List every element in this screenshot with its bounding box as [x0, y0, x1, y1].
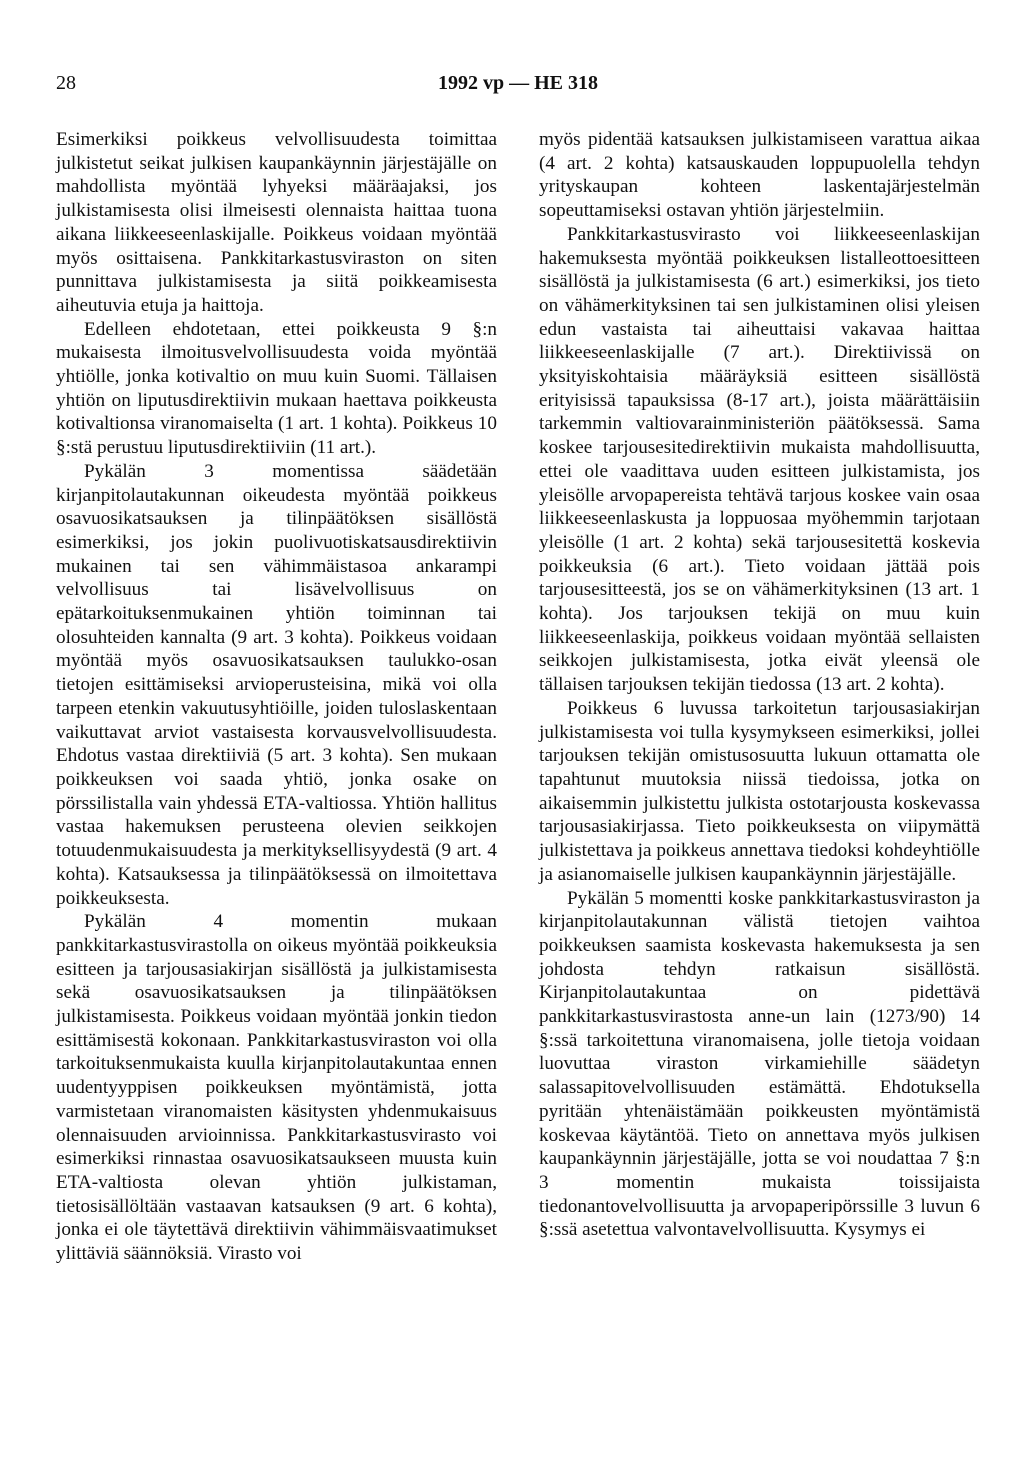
left-column [56, 128, 497, 1266]
paragraph: Esimerkiksi poikkeus velvollisuudesta toimittaa julkistetut seikat julkisen kaupankäynnin järjestäjälle on mahdollista myöntää lyhyeksi määräajaksi, jos julkistamisesta olisi ilmeisesti olennaista haittaa tuona aikana liikkeeseenlaskijalle. Poikkeus voidaan myöntää myös osittaisena. Pankkitarkastusviraston on siten punnittava julkistamisesta ja siitä poikkeamisesta aiheutuvia etuja ja haittoja. [56, 129, 497, 316]
page-number: 28 [56, 72, 76, 94]
paragraph: Edelleen ehdotetaan, ettei poikkeusta 9 §:n mukaisesta ilmoitusvelvollisuudesta voida myöntää yhtiölle, jonka kotivaltio on muu kuin Suomi. Tällaisen yhtiön on liputusdirektiivin mukaan haettava poikkeusta kotivaltionsa viranomaiselta (1 art. 1 kohta). Poikkeus 10 §:stä perustuu liputusdirektiiviin (11 art.). [56, 318, 497, 459]
paragraph: Pankkitarkastusvirasto voi liikkeeseenlaskijan hakemuksesta myöntää poikkeuksen listalleottoesitteen sisällöstä ja julkistamisesta (6 art.) esimerkiksi, jos tieto on vähämerkityksinen tai sen julkistaminen olisi yleisen edun vastaista tai aiheuttaisi vakavaa haittaa liikkeeseenlaskijalle (7 art.). Direktiivissä on yksityiskohtaisia määräyksiä esitteen sisällöstä erityisissä tapauksissa (8-17 art.), joista määrättäisiin tarkemmin valtiovarainministeriön päätöksessä. Sama koskee tarjousesitedirektiivin mukaista mahdollisuutta, ettei ole vaadittava uuden esitteen julkistamista, jos yleisölle arvopapereista tehtävä tarjous koskee vain osaa liikkeeseenlaskusta ja loppuosaa myöhemmin tarjotaan yleisölle (1 art. 2 kohta) sekä tarjousesitettä koskevia poikkeuksia (6 art.). Tieto voidaan jättää pois tarjousesitteestä, jos se on vähämerkityksinen (13 art. 1 kohta). Jos tarjouksen tekijä on muu kuin liikkeeseenlaskija, poikkeus voidaan myöntää sellaisten seikkojen julkistamisesta, jotka eivät yleensä ole tällaisen tarjouksen tekijän tiedossa (13 art. 2 kohta). [539, 223, 980, 696]
right-column [539, 128, 980, 1266]
paragraph: Poikkeus 6 luvussa tarkoitetun tarjousasiakirjan julkistamisesta voi tulla kysymykseen esimerkiksi, jollei tarjouksen tekijän omistusosuutta lukuun ottamatta ole tapahtunut muutoksia niissä tiedoissa, jotka on aikaisemmin julkistettu julkista ostotarjousta koskevassa tarjousasiakirjassa. Tieto poikkeuksesta on viipymättä julkistettava ja poikkeus annettava tiedoksi kohdeyhtiölle ja asianomaiselle julkisen kaupankäynnin järjestäjälle. [539, 697, 980, 885]
paragraph: myös pidentää katsauksen julkistamiseen varattua aikaa (4 art. 2 kohta) katsauskauden loppupuolella tehdyn yrityskaupan kohteen laskentajärjestelmän sopeuttamiseksi ostavan yhtiön järjestelmiin. [539, 129, 980, 222]
running-head: 1992 vp — HE 318 [437, 72, 599, 94]
paragraph: Pykälän 3 momentissa säädetään kirjanpitolautakunnan oikeudesta myöntää poikkeus osavuosikatsauksen ja tilinpäätöksen sisällöstä esimerkiksi, jos jokin puolivuotiskatsausdirektiivin mukainen tai sen vähimmäistasoa ankarampi velvollisuus tai lisävelvollisuus on epätarkoituksenmukainen yhtiön toiminnan tai olosuhteiden kannalta (9 art. 3 kohta). Poikkeus voidaan myöntää myös osavuosikatsauksen taulukko-osan tietojen esittämiseksi arvioperusteisina, mikä voi olla tarpeen etenkin vakuutusyhtiöille, joiden tuloslaskentaan vaikuttavat arviot vastaisesta korvausvelvollisuudesta. Ehdotus vastaa direktiiviä (5 art. 3 kohta). Sen mukaan poikkeuksen voi saada yhtiö, jonka osake on pörssilistalla vain yhdessä ETA-valtiossa. Yhtiön hallitus vastaa hakemuksen perusteena olevien seikkojen totuudenmukaisuudesta ja merkityksellisyydestä (9 art. 4 kohta). Katsauksessa ja tilinpäätöksessä on ilmoitettava poikkeuksesta. [56, 460, 497, 909]
text-columns [56, 128, 980, 1266]
paragraph: Pykälän 4 momentin mukaan pankkitarkastusvirastolla on oikeus myöntää poikkeuksia esitteen ja tarjousasiakirjan sisällöstä ja julkistamisesta sekä osavuosikatsauksen ja tilinpäätöksen julkistamisesta. Poikkeus voidaan myöntää jonkin tiedon esittämisestä kokonaan. Pankkitarkastusviraston voi olla tarkoituksenmukaista kuulla kirjanpitolautakuntaa ennen uudentyyppisen poikkeuksen myöntämistä, jotta varmistetaan viranomaisten käsitysten yhdenmukaisuus olennaisuuden arvioinnissa. Pankkitarkastusvirasto voi esimerkiksi rinnastaa osavuosikatsaukseen muusta kuin ETA-valtiosta olevan yhtiön julkistaman, tietosisällöltään vastaavan katsauksen (9 art. 6 kohta), jonka ei ole täytettävä direktiivin vähimmäisvaatimukset ylittäviä säännöksiä. Virasto voi [56, 911, 497, 1265]
page-header [56, 72, 980, 102]
paragraph: Pykälän 5 momentti koske pankkitarkastusviraston ja kirjanpitolautakunnan välistä tietojen vaihtoa poikkeuksen saamista koskevasta hakemuksesta ja sen johdosta tehdyn ratkaisun sisällöstä. Kirjanpitolautakuntaa on pidettävä pankkitarkastusvirastosta anne-un lain (1273/90) 14 §:ssä tarkoitettuna viranomaisena, jolle tietoja voidaan luovuttaa viraston virkamiehille säädetyn salassapitovelvollisuuden estämättä. Ehdotuksella pyritään yhtenäistämään poikkeusten myöntämistä koskevaa käytäntöä. Tieto on annettava myös julkisen kaupankäynnin järjestäjälle, jotta se voi noudattaa 7 §:n 3 momentin mukaista toissijaista tiedonantovelvollisuutta ja arvopaperipörssille 3 luvun 6 §:ssä asetettua valvontavelvollisuutta. Kysymys ei [539, 887, 980, 1241]
